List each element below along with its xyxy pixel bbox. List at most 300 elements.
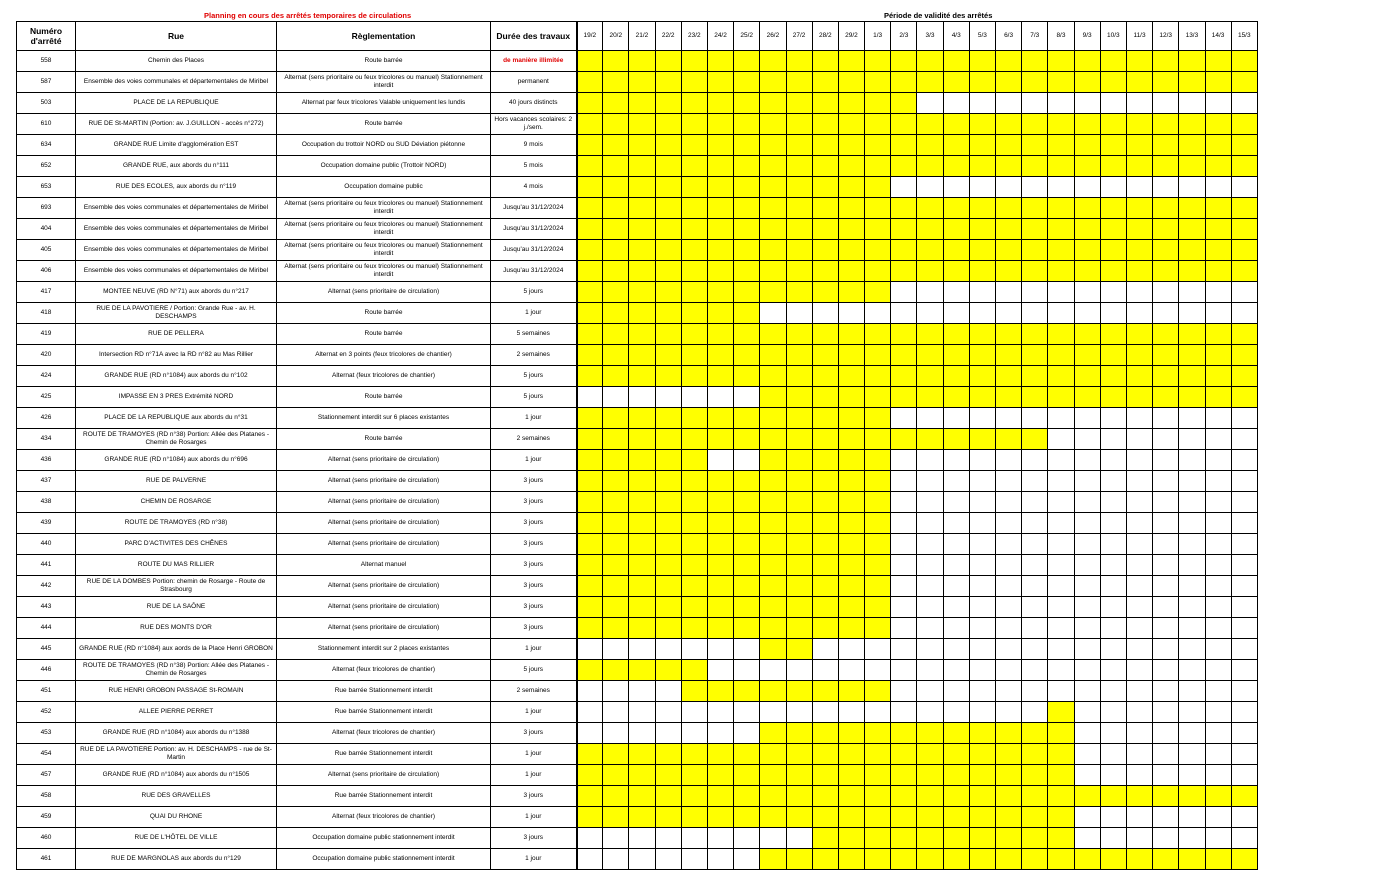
active-day-cell xyxy=(812,597,838,618)
active-day-cell xyxy=(707,492,733,513)
active-day-cell xyxy=(1205,114,1231,135)
active-day-cell xyxy=(655,240,681,261)
inactive-day-cell xyxy=(1231,513,1257,534)
inactive-day-cell xyxy=(943,639,969,660)
inactive-day-cell xyxy=(969,702,995,723)
arrete-number xyxy=(17,534,76,555)
table-row xyxy=(17,156,1258,177)
active-day-cell xyxy=(707,198,733,219)
reglementation-cell-text: Stationnement interdit sur 2 places existantes xyxy=(317,645,450,652)
duree-cell-text: 3 jours xyxy=(523,792,543,799)
arrete-number-text: 452 xyxy=(40,708,52,715)
active-day-cell xyxy=(734,240,760,261)
active-day-cell xyxy=(760,219,786,240)
inactive-day-cell xyxy=(891,618,917,639)
inactive-day-cell xyxy=(1126,93,1152,114)
active-day-cell xyxy=(1153,324,1179,345)
duree-cell xyxy=(491,786,577,807)
active-day-cell xyxy=(865,576,891,597)
active-day-cell xyxy=(1126,786,1152,807)
active-day-cell xyxy=(1231,198,1257,219)
day-header: 7/3 xyxy=(1022,22,1048,51)
inactive-day-cell xyxy=(891,177,917,198)
active-day-cell xyxy=(577,135,603,156)
active-day-cell xyxy=(707,240,733,261)
active-day-cell xyxy=(1074,387,1100,408)
active-day-cell xyxy=(681,72,707,93)
inactive-day-cell xyxy=(1179,723,1205,744)
duree-cell xyxy=(491,723,577,744)
duree-cell xyxy=(491,702,577,723)
rue-cell-text: RUE DES ECOLES, aux abords du n°119 xyxy=(115,183,237,190)
active-day-cell xyxy=(734,429,760,450)
active-day-cell xyxy=(760,618,786,639)
active-day-cell xyxy=(760,345,786,366)
active-day-cell xyxy=(812,450,838,471)
active-day-cell xyxy=(812,177,838,198)
inactive-day-cell xyxy=(1153,282,1179,303)
active-day-cell xyxy=(891,765,917,786)
active-day-cell xyxy=(865,282,891,303)
inactive-day-cell xyxy=(943,555,969,576)
active-day-cell xyxy=(1100,51,1126,72)
active-day-cell xyxy=(917,240,943,261)
reglementation-cell-text: Alternat en 3 points (feux tricolores de chantier) xyxy=(315,351,452,358)
day-header: 21/2 xyxy=(629,22,655,51)
day-header: 25/2 xyxy=(734,22,760,51)
active-day-cell xyxy=(891,324,917,345)
inactive-day-cell xyxy=(1153,513,1179,534)
inactive-day-cell xyxy=(1100,576,1126,597)
rue-cell-text: RUE HENRI GROBON PASSAGE St-ROMAIN xyxy=(108,687,244,694)
inactive-day-cell xyxy=(1205,828,1231,849)
active-day-cell xyxy=(603,555,629,576)
inactive-day-cell xyxy=(1126,429,1152,450)
reglementation-cell xyxy=(277,681,491,702)
active-day-cell xyxy=(1205,219,1231,240)
active-day-cell xyxy=(786,471,812,492)
inactive-day-cell xyxy=(812,702,838,723)
arrete-number xyxy=(17,639,76,660)
reglementation-cell xyxy=(277,324,491,345)
reglementation-cell xyxy=(277,387,491,408)
active-day-cell xyxy=(603,240,629,261)
inactive-day-cell xyxy=(1153,765,1179,786)
duree-cell-text: 40 jours distincts xyxy=(509,99,558,106)
active-day-cell xyxy=(1048,219,1074,240)
arrete-number-text: 418 xyxy=(40,309,52,316)
arrete-number-text: 437 xyxy=(40,477,52,484)
active-day-cell xyxy=(1126,849,1152,870)
active-day-cell xyxy=(1126,387,1152,408)
active-day-cell xyxy=(812,618,838,639)
active-day-cell xyxy=(996,786,1022,807)
duree-cell-text: 2 semaines xyxy=(516,351,550,358)
inactive-day-cell xyxy=(1153,450,1179,471)
active-day-cell xyxy=(577,198,603,219)
inactive-day-cell xyxy=(734,702,760,723)
active-day-cell xyxy=(734,786,760,807)
active-day-cell xyxy=(917,723,943,744)
table-row xyxy=(17,324,1258,345)
table-row xyxy=(17,576,1258,597)
inactive-day-cell xyxy=(577,639,603,660)
active-day-cell xyxy=(577,618,603,639)
inactive-day-cell xyxy=(943,660,969,681)
duree-cell-text: 3 jours xyxy=(523,519,543,526)
inactive-day-cell xyxy=(1022,282,1048,303)
active-day-cell xyxy=(734,408,760,429)
active-day-cell xyxy=(786,240,812,261)
active-day-cell xyxy=(891,849,917,870)
inactive-day-cell xyxy=(1231,492,1257,513)
inactive-day-cell xyxy=(1126,639,1152,660)
active-day-cell xyxy=(734,366,760,387)
active-day-cell xyxy=(786,492,812,513)
inactive-day-cell xyxy=(1074,513,1100,534)
active-day-cell xyxy=(891,261,917,282)
duree-cell-text: 1 jour xyxy=(525,645,542,652)
inactive-day-cell xyxy=(1153,702,1179,723)
reglementation-cell xyxy=(277,597,491,618)
active-day-cell xyxy=(838,513,864,534)
active-day-cell xyxy=(629,135,655,156)
active-day-cell xyxy=(577,72,603,93)
active-day-cell xyxy=(681,492,707,513)
arrete-number-text: 442 xyxy=(40,582,52,589)
inactive-day-cell xyxy=(603,639,629,660)
arrete-number xyxy=(17,681,76,702)
inactive-day-cell xyxy=(917,93,943,114)
active-day-cell xyxy=(655,219,681,240)
active-day-cell xyxy=(786,786,812,807)
inactive-day-cell xyxy=(786,303,812,324)
active-day-cell xyxy=(577,303,603,324)
inactive-day-cell xyxy=(1100,534,1126,555)
active-day-cell xyxy=(1153,198,1179,219)
active-day-cell xyxy=(655,408,681,429)
active-day-cell xyxy=(865,324,891,345)
active-day-cell xyxy=(996,345,1022,366)
active-day-cell xyxy=(629,555,655,576)
active-day-cell xyxy=(969,765,995,786)
active-day-cell xyxy=(707,303,733,324)
rue-cell-text: GRANDE RUE (RD n°1084) aux abords du n°1388 xyxy=(102,729,250,736)
active-day-cell xyxy=(1048,786,1074,807)
active-day-cell xyxy=(655,198,681,219)
duree-cell xyxy=(491,597,577,618)
inactive-day-cell xyxy=(1100,618,1126,639)
rue-cell-text: RUE DE MARGNOLAS aux abords du n°129 xyxy=(111,855,241,862)
active-day-cell xyxy=(838,576,864,597)
active-day-cell xyxy=(629,303,655,324)
inactive-day-cell xyxy=(1153,429,1179,450)
active-day-cell xyxy=(681,135,707,156)
inactive-day-cell xyxy=(1074,408,1100,429)
active-day-cell xyxy=(1022,786,1048,807)
active-day-cell xyxy=(577,513,603,534)
active-day-cell xyxy=(865,345,891,366)
day-header: 12/3 xyxy=(1153,22,1179,51)
table-row xyxy=(17,492,1258,513)
inactive-day-cell xyxy=(969,576,995,597)
table-row xyxy=(17,534,1258,555)
active-day-cell xyxy=(865,198,891,219)
active-day-cell xyxy=(707,135,733,156)
reglementation-cell-text: Alternat (sens prioritaire de circulation) xyxy=(327,288,440,295)
active-day-cell xyxy=(996,261,1022,282)
active-day-cell xyxy=(943,219,969,240)
active-day-cell xyxy=(603,51,629,72)
arrete-number xyxy=(17,597,76,618)
active-day-cell xyxy=(681,597,707,618)
active-day-cell xyxy=(812,534,838,555)
active-day-cell xyxy=(1126,198,1152,219)
duree-cell xyxy=(491,618,577,639)
reglementation-cell xyxy=(277,555,491,576)
arrete-number xyxy=(17,114,76,135)
active-day-cell xyxy=(969,324,995,345)
rue-cell xyxy=(76,765,277,786)
inactive-day-cell xyxy=(969,177,995,198)
rue-cell-text: GRANDE RUE (RD n°1084) aux aords de la Place Henri GROBON xyxy=(79,645,273,652)
active-day-cell xyxy=(812,492,838,513)
active-day-cell xyxy=(760,576,786,597)
arrete-number-text: 558 xyxy=(40,57,52,64)
active-day-cell xyxy=(838,240,864,261)
arrete-number-text: 587 xyxy=(40,78,52,85)
inactive-day-cell xyxy=(1074,534,1100,555)
active-day-cell xyxy=(917,219,943,240)
inactive-day-cell xyxy=(1153,681,1179,702)
active-day-cell xyxy=(838,597,864,618)
inactive-day-cell xyxy=(707,639,733,660)
rue-cell xyxy=(76,135,277,156)
active-day-cell xyxy=(1074,135,1100,156)
inactive-day-cell xyxy=(891,639,917,660)
active-day-cell xyxy=(786,408,812,429)
inactive-day-cell xyxy=(1022,639,1048,660)
inactive-day-cell xyxy=(1153,177,1179,198)
active-day-cell xyxy=(655,282,681,303)
inactive-day-cell xyxy=(1074,723,1100,744)
inactive-day-cell xyxy=(1205,576,1231,597)
active-day-cell xyxy=(655,618,681,639)
active-day-cell xyxy=(577,177,603,198)
active-day-cell xyxy=(734,93,760,114)
active-day-cell xyxy=(865,240,891,261)
active-day-cell xyxy=(681,765,707,786)
header-rue: Rue xyxy=(76,22,277,51)
arrete-number xyxy=(17,660,76,681)
inactive-day-cell xyxy=(969,513,995,534)
inactive-day-cell xyxy=(1074,702,1100,723)
arrete-number-text: 426 xyxy=(40,414,52,421)
reglementation-cell-text: Alternat manuel xyxy=(360,561,407,568)
active-day-cell xyxy=(577,597,603,618)
reglementation-cell xyxy=(277,156,491,177)
inactive-day-cell xyxy=(655,828,681,849)
reglementation-cell-text: Route barrée xyxy=(364,309,403,316)
rue-cell-text: Ensemble des voies communales et départementales de Miribel xyxy=(83,78,269,85)
inactive-day-cell xyxy=(917,177,943,198)
active-day-cell xyxy=(734,744,760,765)
active-day-cell xyxy=(760,492,786,513)
rue-cell xyxy=(76,387,277,408)
active-day-cell xyxy=(734,555,760,576)
inactive-day-cell xyxy=(1205,597,1231,618)
active-day-cell xyxy=(681,177,707,198)
active-day-cell xyxy=(603,282,629,303)
arrete-number-text: 438 xyxy=(40,498,52,505)
active-day-cell xyxy=(734,681,760,702)
period-title: Période de validité des arrêtés xyxy=(884,11,993,20)
active-day-cell xyxy=(969,366,995,387)
active-day-cell xyxy=(812,387,838,408)
table-row xyxy=(17,72,1258,93)
active-day-cell xyxy=(577,240,603,261)
active-day-cell xyxy=(760,198,786,219)
active-day-cell xyxy=(760,240,786,261)
inactive-day-cell xyxy=(707,723,733,744)
active-day-cell xyxy=(917,828,943,849)
active-day-cell xyxy=(603,765,629,786)
reglementation-cell-text: Alternat (sens prioritaire de circulation) xyxy=(327,477,440,484)
inactive-day-cell xyxy=(1205,177,1231,198)
active-day-cell xyxy=(838,324,864,345)
active-day-cell xyxy=(577,219,603,240)
active-day-cell xyxy=(577,261,603,282)
inactive-day-cell xyxy=(1022,177,1048,198)
active-day-cell xyxy=(838,450,864,471)
active-day-cell xyxy=(734,303,760,324)
inactive-day-cell xyxy=(1074,450,1100,471)
duree-cell xyxy=(491,282,577,303)
inactive-day-cell xyxy=(1205,282,1231,303)
active-day-cell xyxy=(996,114,1022,135)
reglementation-cell xyxy=(277,849,491,870)
inactive-day-cell xyxy=(891,450,917,471)
active-day-cell xyxy=(786,597,812,618)
reglementation-cell xyxy=(277,723,491,744)
active-day-cell xyxy=(655,576,681,597)
active-day-cell xyxy=(917,744,943,765)
duree-cell-text: 3 jours xyxy=(523,477,543,484)
inactive-day-cell xyxy=(760,828,786,849)
rue-cell xyxy=(76,177,277,198)
inactive-day-cell xyxy=(1126,576,1152,597)
rue-cell-text: GRANDE RUE (RD n°1084) aux abords du n°1505 xyxy=(102,771,250,778)
active-day-cell xyxy=(629,366,655,387)
inactive-day-cell xyxy=(1074,303,1100,324)
rue-cell xyxy=(76,513,277,534)
active-day-cell xyxy=(943,114,969,135)
header-reglementation: Règlementation xyxy=(277,22,491,51)
active-day-cell xyxy=(760,51,786,72)
day-header: 13/3 xyxy=(1179,22,1205,51)
active-day-cell xyxy=(1100,849,1126,870)
rue-cell xyxy=(76,681,277,702)
inactive-day-cell xyxy=(917,408,943,429)
inactive-day-cell xyxy=(1179,807,1205,828)
inactive-day-cell xyxy=(1100,93,1126,114)
reglementation-cell xyxy=(277,282,491,303)
active-day-cell xyxy=(943,723,969,744)
reglementation-cell xyxy=(277,72,491,93)
rue-cell xyxy=(76,807,277,828)
reglementation-cell-text: Alternat (feux tricolores de chantier) xyxy=(332,666,435,673)
table-row xyxy=(17,555,1258,576)
active-day-cell xyxy=(707,366,733,387)
active-day-cell xyxy=(838,408,864,429)
inactive-day-cell xyxy=(1100,450,1126,471)
active-day-cell xyxy=(786,807,812,828)
table-row xyxy=(17,240,1258,261)
active-day-cell xyxy=(1205,387,1231,408)
inactive-day-cell xyxy=(1126,744,1152,765)
arrete-number xyxy=(17,702,76,723)
active-day-cell xyxy=(577,51,603,72)
active-day-cell xyxy=(734,534,760,555)
active-day-cell xyxy=(1022,345,1048,366)
inactive-day-cell xyxy=(1231,471,1257,492)
active-day-cell xyxy=(996,366,1022,387)
active-day-cell xyxy=(577,366,603,387)
inactive-day-cell xyxy=(1205,450,1231,471)
active-day-cell xyxy=(760,513,786,534)
rue-cell-text: RUE DE St-MARTIN (Portion: av. J.GUILLON - accès n°272) xyxy=(88,120,264,127)
inactive-day-cell xyxy=(1153,618,1179,639)
inactive-day-cell xyxy=(1074,555,1100,576)
inactive-day-cell xyxy=(1126,765,1152,786)
active-day-cell xyxy=(734,219,760,240)
active-day-cell xyxy=(812,93,838,114)
active-day-cell xyxy=(969,828,995,849)
inactive-day-cell xyxy=(655,702,681,723)
arrete-number-text: 439 xyxy=(40,519,52,526)
duree-cell xyxy=(491,681,577,702)
duree-cell-text: permanent xyxy=(517,78,549,85)
inactive-day-cell xyxy=(1153,471,1179,492)
rue-cell-text: Ensemble des voies communales et départementales de Miribel xyxy=(83,225,269,232)
active-day-cell xyxy=(865,555,891,576)
inactive-day-cell xyxy=(1074,177,1100,198)
duree-cell-text: 3 jours xyxy=(523,561,543,568)
active-day-cell xyxy=(969,135,995,156)
active-day-cell xyxy=(655,597,681,618)
inactive-day-cell xyxy=(1048,303,1074,324)
reglementation-cell-text: Route barrée xyxy=(364,120,403,127)
active-day-cell xyxy=(1100,324,1126,345)
active-day-cell xyxy=(681,681,707,702)
active-day-cell xyxy=(1126,345,1152,366)
inactive-day-cell xyxy=(1074,93,1100,114)
inactive-day-cell xyxy=(969,303,995,324)
active-day-cell xyxy=(629,51,655,72)
reglementation-cell-text: Alternat (feux tricolores de chantier) xyxy=(332,813,435,820)
duree-cell xyxy=(491,303,577,324)
active-day-cell xyxy=(891,135,917,156)
active-day-cell xyxy=(917,387,943,408)
rue-cell-text: PLACE DE LA REPUBLIQUE aux abords du n°31 xyxy=(104,414,248,421)
active-day-cell xyxy=(917,51,943,72)
inactive-day-cell xyxy=(1126,618,1152,639)
active-day-cell xyxy=(891,387,917,408)
active-day-cell xyxy=(1205,51,1231,72)
arrete-number-text: 453 xyxy=(40,729,52,736)
arrete-number-text: 440 xyxy=(40,540,52,547)
inactive-day-cell xyxy=(943,597,969,618)
